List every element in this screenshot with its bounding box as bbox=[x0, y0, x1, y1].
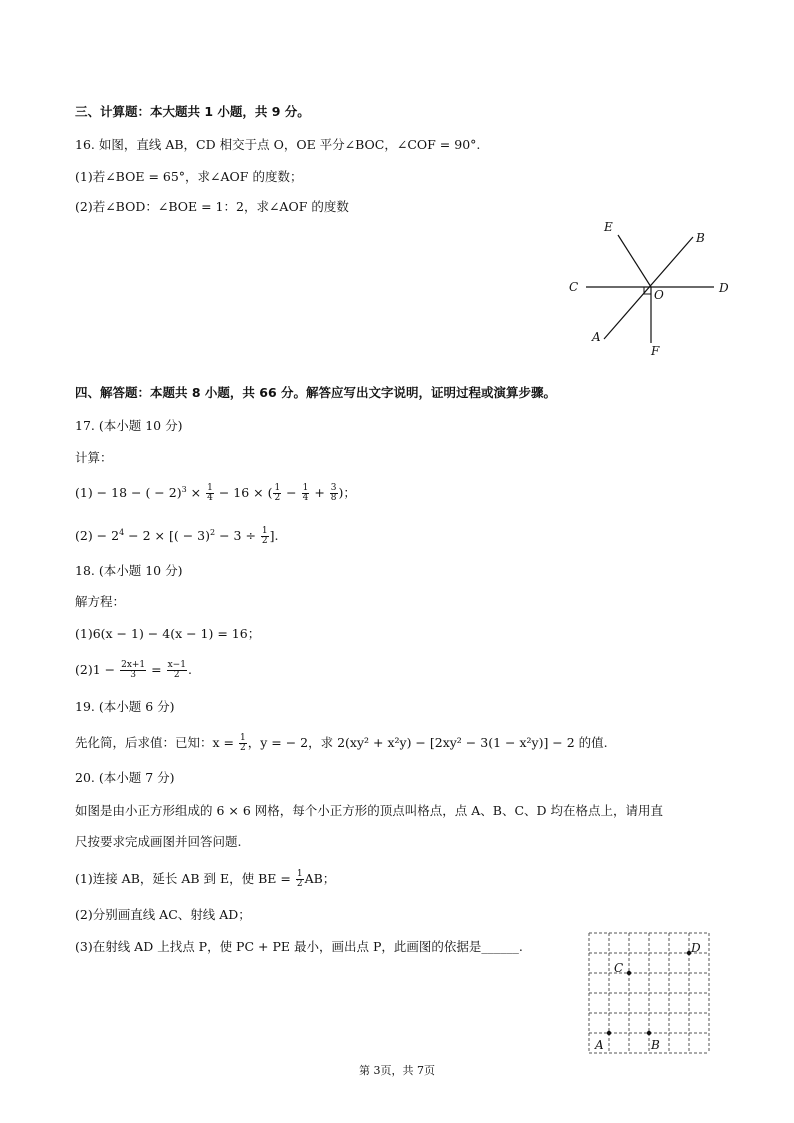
label-E: E bbox=[604, 220, 613, 234]
q16-stem: 16. 如图，直线 AB，CD 相交于点 O，OE 平分∠BOC，∠COF = 90°. bbox=[75, 137, 481, 152]
section-4-heading: 四、解答题：本题共 8 小题，共 66 分。解答应写出文字说明，证明过程或演算步骤。 bbox=[75, 385, 557, 400]
fraction: $\frac{1}{2}$ bbox=[261, 526, 268, 546]
page-footer: 第 3页，共 7页 bbox=[359, 1064, 435, 1077]
label-F: F bbox=[651, 344, 660, 358]
label-D: D bbox=[719, 281, 729, 295]
q17-part2: $(2) - 2^4 - 2$ × [( − 3)$^2$ − 3 ÷ $\frac{1}{2}$ ]. bbox=[75, 526, 279, 546]
q19-title: 19. (本小题 6 分) bbox=[75, 699, 175, 714]
fraction: $\frac{1}{2}$ bbox=[296, 869, 303, 889]
fraction: $\frac{x-1}{2}$ bbox=[167, 660, 186, 680]
label-C: C bbox=[569, 280, 579, 294]
grid-label-D: D bbox=[691, 941, 701, 955]
q20-part3: (3)在射线 AD 上找点 P，使 PC + PE 最小，画出点 P，此画图的依据是______. bbox=[75, 939, 523, 954]
grid-label-A: A bbox=[595, 1038, 604, 1052]
q18-title: 18. (本小题 10 分) bbox=[75, 563, 183, 578]
q20-grid-figure bbox=[585, 929, 715, 1059]
q17-instruction: 计算： bbox=[75, 450, 113, 465]
point-B bbox=[647, 1031, 651, 1035]
fraction: $\frac{2x+1}{3}$ bbox=[121, 660, 146, 680]
point-A bbox=[607, 1031, 611, 1035]
q20-line1: 如图是由小正方形组成的 6 × 6 网格，每个小正方形的顶点叫格点，点 A、B、C、D 均在格点上，请用直 bbox=[75, 803, 664, 818]
q20-line2: 尺按要求完成画图并回答问题. bbox=[75, 834, 242, 849]
q16-angle-figure bbox=[560, 215, 740, 360]
q19-text: 先化简，后求值：已知：x = $\frac{1}{2}$ ，y = − 2，求 2(xy² + x²y) − [2xy² − 3(1 − x²y)] − 2 的值. bbox=[75, 733, 608, 753]
q18-part2: (2)1 − $\frac{2x+1}{3}$ = $\frac{x-1}{2}$ . bbox=[75, 660, 192, 680]
q17-title: 17. (本小题 10 分) bbox=[75, 418, 183, 433]
q20-part2: (2)分别画直线 AC、射线 AD； bbox=[75, 907, 251, 922]
q18-part1: (1)6(x − 1) − 4(x − 1) = 16； bbox=[75, 626, 261, 641]
fraction: $\frac{1}{2}$ bbox=[274, 483, 281, 503]
fraction: $\frac{3}{8}$ bbox=[330, 483, 337, 503]
grid-label-C: C bbox=[614, 961, 624, 975]
fraction: $\frac{1}{4}$ bbox=[207, 483, 213, 503]
q17-part1: (1) − 18 − ( − 2)$^3$ × $\frac{1}{4}$ − 16 × ( $\frac{1}{2}$ − $\frac{1}{4}$ + $\frac{3}{8}$ )； bbox=[75, 483, 356, 503]
label-O: O bbox=[654, 288, 664, 302]
fraction: $\frac{1}{2}$ bbox=[239, 733, 246, 753]
q16-part1: (1)若∠BOE = 65°，求∠AOF 的度数； bbox=[75, 169, 303, 184]
section-3-heading: 三、计算题：本大题共 1 小题，共 9 分。 bbox=[75, 104, 310, 119]
fraction: $\frac{1}{4}$ bbox=[302, 483, 309, 503]
grid-label-B: B bbox=[651, 1038, 660, 1052]
label-A: A bbox=[592, 330, 601, 344]
q16-part2: (2)若∠BOD：∠BOE = 1：2，求∠AOF 的度数 bbox=[75, 199, 349, 214]
label-B: B bbox=[696, 231, 705, 245]
q18-instruction: 解方程： bbox=[75, 594, 126, 609]
q20-part1: (1)连接 AB，延长 AB 到 E，使 BE = $\frac{1}{2}$ AB； bbox=[75, 869, 336, 889]
point-C bbox=[627, 971, 631, 975]
q20-title: 20. (本小题 7 分) bbox=[75, 770, 175, 785]
